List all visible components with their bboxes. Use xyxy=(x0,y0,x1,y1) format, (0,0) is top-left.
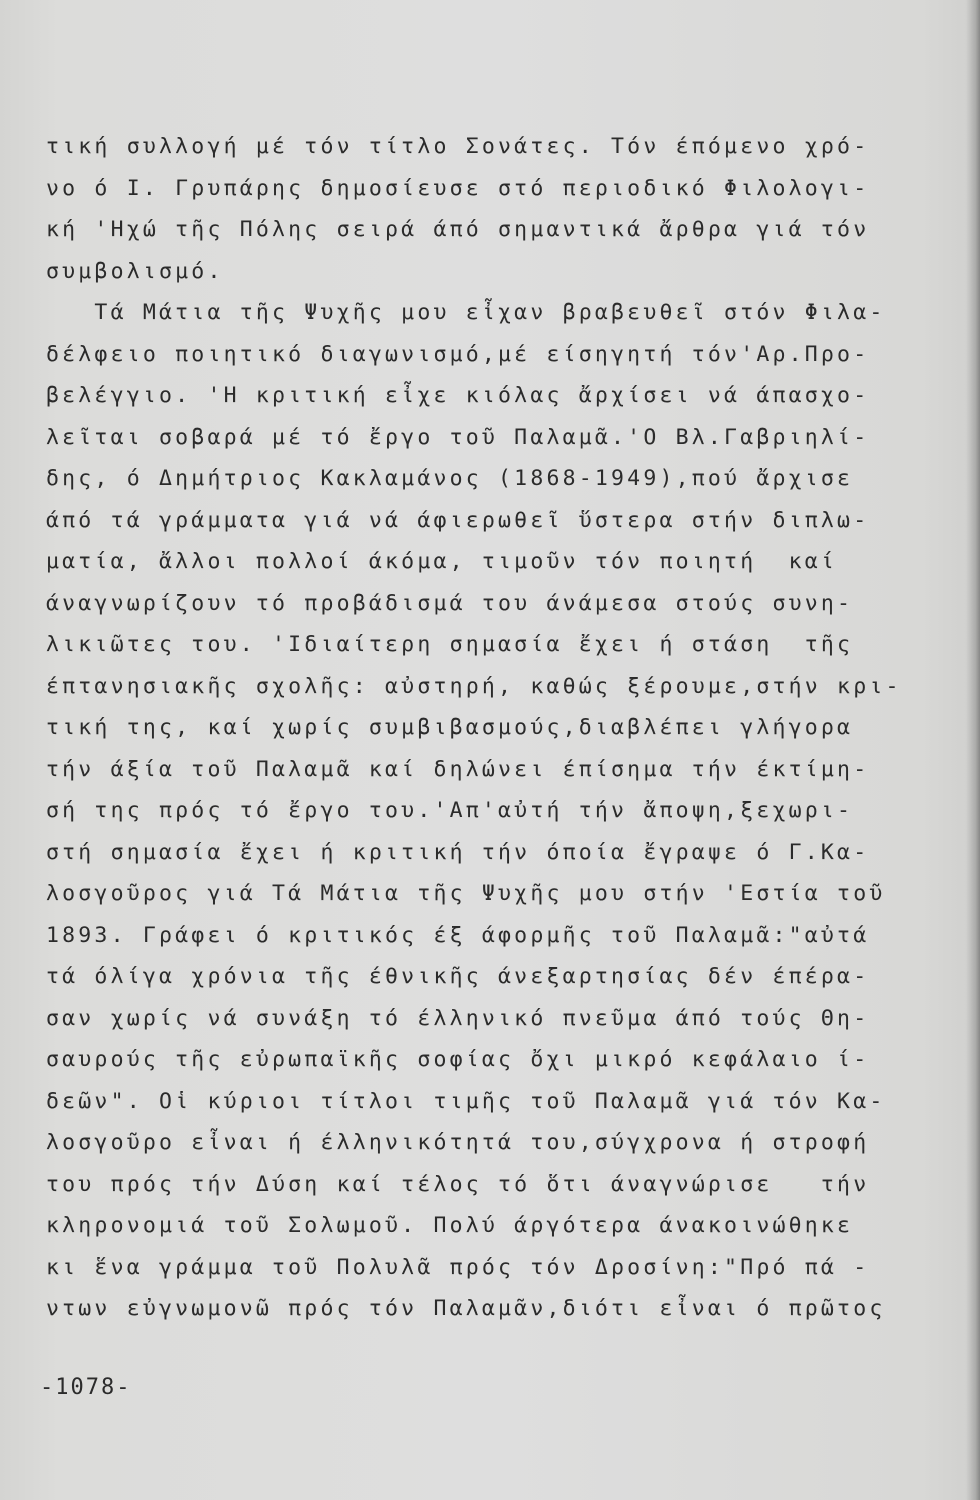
text-line-23: σαυρούς τῆς εὐρωπαϊκῆς σοφίας ὄχι μικρό κεφάλαιο ί- xyxy=(46,1047,870,1072)
text-line-25: λοσγοῦρο εἶναι ή έλληνικότητά του,σύγχρονα ή στροφή xyxy=(46,1130,870,1155)
body-text xyxy=(46,126,926,1330)
text-line-20: 1893. Γράφει ό κριτικός έξ άφορμῆς τοῦ Παλαμᾶ:"αὐτά xyxy=(46,922,870,948)
text-line-5: Τά Μάτια τῆς Ψυχῆς μου εἶχαν βραβευθεῖ στόν Φιλα- xyxy=(46,300,886,325)
text-line-8: λεῖται σοβαρά μέ τό ἔργο τοῦ Παλαμᾶ.'Ο Βλ.Γαβριηλί- xyxy=(46,424,870,450)
text-line-14: έπτανησιακῆς σχολῆς: αὐστηρή, καθώς ξέρουμε,στήν κρι- xyxy=(46,673,902,699)
text-line-21: τά όλίγα χρόνια τῆς έθνικῆς άνεξαρτησίας δέν έπέρα- xyxy=(46,964,870,989)
page-edge-shadow xyxy=(966,0,980,1500)
text-line-16: τήν άξία τοῦ Παλαμᾶ καί δηλώνει έπίσημα τήν έκτίμη- xyxy=(46,756,870,782)
text-line-2: νο ό Ι. Γρυπάρης δημοσίευσε στό περιοδικό Φιλολογι- xyxy=(46,175,870,201)
text-line-22: σαν χωρίς νά συνάξη τό έλληνικό πνεῦμα άπό τούς Θη- xyxy=(46,1005,870,1031)
text-line-7: βελέγγιο. 'Η κριτική εἶχε κιόλας ἄρχίσει νά άπασχο- xyxy=(46,383,870,408)
text-line-10: άπό τά γράμματα γιά νά άφιερωθεῖ ὕστερα στήν διπλω- xyxy=(46,507,870,533)
text-line-26: του πρός τήν Δύση καί τέλος τό ὅτι άναγνώρισε τήν xyxy=(46,1171,870,1197)
text-line-15: τική της, καί χωρίς συμβιβασμούς,διαβλέπει γλήγορα xyxy=(46,715,854,740)
text-line-9: δης, ό Δημήτριος Κακλαμάνος (1868-1949),πού ἄρχισε xyxy=(46,466,854,491)
text-line-27: κληρονομιά τοῦ Σολωμοῦ. Πολύ άργότερα άνακοινώθηκε xyxy=(46,1213,854,1238)
text-line-4: συμβολισμό. xyxy=(46,258,224,284)
text-line-1: τική συλλογή μέ τόν τίτλο Σονάτες. Τόν έπόμενο χρό- xyxy=(46,134,870,159)
text-line-19: λοσγοῦρος γιά Τά Μάτια τῆς Ψυχῆς μου στήν 'Εστία τοῦ xyxy=(46,881,886,906)
text-line-28: κι ἕνα γράμμα τοῦ Πολυλᾶ πρός τόν Δροσίνη:"Πρό πά - xyxy=(46,1254,870,1280)
text-line-11: ματία, ἄλλοι πολλοί άκόμα, τιμοῦν τόν ποιητή καί xyxy=(46,549,838,574)
text-line-6: δέλφειο ποιητικό διαγωνισμό,μέ είσηγητή τόν'Αρ.Προ- xyxy=(46,341,870,367)
text-line-17: σή της πρός τό ἔργο του.'Απ'αὐτή τήν ἄποψη,ξεχωρι- xyxy=(46,798,854,823)
page-number: -1078- xyxy=(40,1375,132,1400)
text-line-18: στή σημασία ἔχει ή κριτική τήν όποία ἔγραψε ό Γ.Κα- xyxy=(46,839,870,865)
text-line-13: λικιῶτες του. 'Ιδιαίτερη σημασία ἔχει ή στάση τῆς xyxy=(46,632,854,657)
text-line-12: άναγνωρίζουν τό προβάδισμά του άνάμεσα στούς συνη- xyxy=(46,590,854,616)
text-line-29: ντων εὐγνωμονῶ πρός τόν Παλαμᾶν,διότι εἶναι ό πρῶτος xyxy=(46,1296,886,1321)
text-line-3: κή 'Ηχώ τῆς Πόλης σειρά άπό σημαντικά ἄρθρα γιά τόν xyxy=(46,217,870,242)
text-line-24: δεῶν". Οἱ κύριοι τίτλοι τιμῆς τοῦ Παλαμᾶ γιά τόν Κα- xyxy=(46,1088,886,1114)
